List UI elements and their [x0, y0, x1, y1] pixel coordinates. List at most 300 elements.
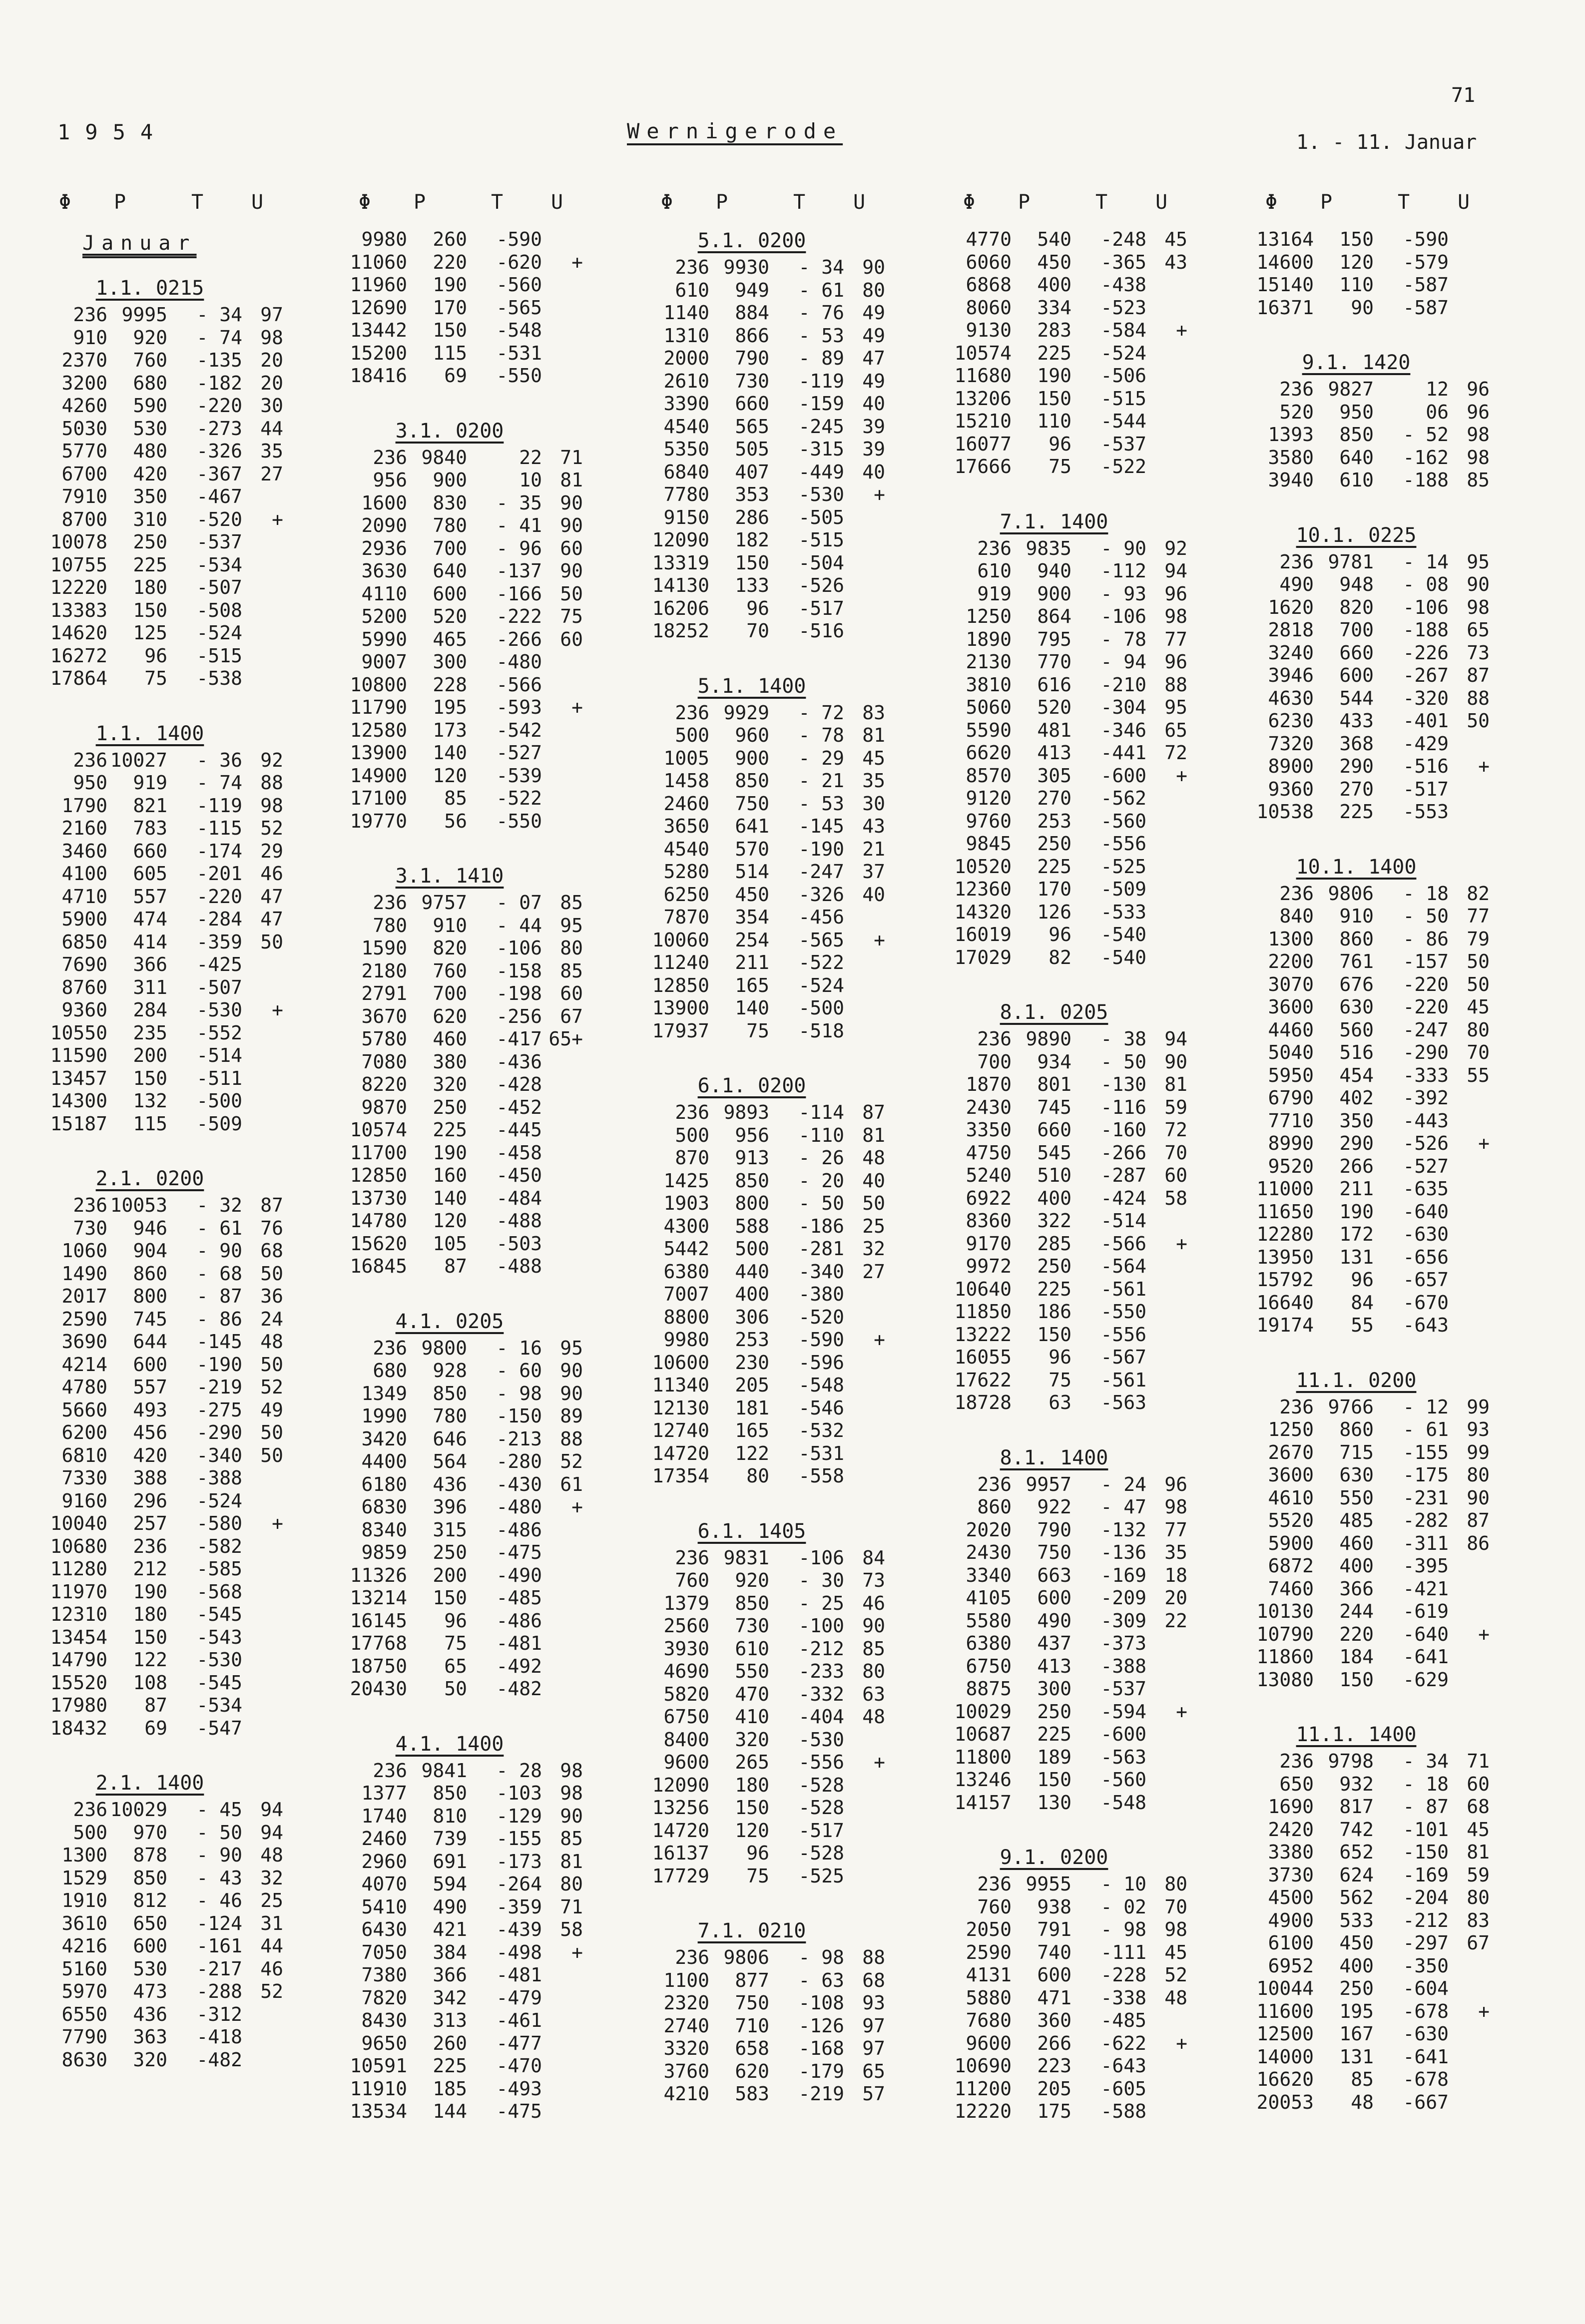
- cell-phi: 1300: [1268, 928, 1314, 950]
- cell-u: 80: [1467, 1018, 1490, 1041]
- cell-u: 58: [560, 1918, 583, 1940]
- cell-u: 50: [862, 1192, 885, 1214]
- cell-phi: 1377: [361, 1782, 407, 1804]
- cell-phi: 6380: [966, 1632, 1012, 1654]
- cell-phi: 236: [1279, 1750, 1314, 1772]
- cell-t: -173: [496, 1850, 542, 1872]
- table-row: [330, 1828, 609, 1851]
- table-row: [30, 1263, 310, 1286]
- cell-phi: 1590: [361, 937, 407, 959]
- cell-phi: 5900: [1268, 1532, 1314, 1554]
- table-row: [934, 1723, 1214, 1746]
- cell-p: 900: [735, 747, 769, 769]
- cell-t: -530: [196, 999, 242, 1021]
- col-head-u: U: [251, 191, 264, 214]
- cell-phi: 5280: [663, 861, 709, 883]
- cell-p: 205: [1037, 2077, 1071, 2100]
- sounding-section: [632, 1073, 912, 1488]
- cell-p: 150: [433, 319, 467, 341]
- cell-phi: 4300: [663, 1215, 709, 1237]
- cell-t: - 38: [1100, 1028, 1146, 1050]
- cell-t: -532: [798, 1419, 844, 1441]
- table-row: [30, 2049, 310, 2072]
- cell-p: 9831: [723, 1546, 769, 1569]
- cell-phi: 6868: [966, 274, 1012, 296]
- sounding-section: [632, 674, 912, 1043]
- cell-u: 31: [260, 1912, 283, 1934]
- table-row: [330, 1337, 609, 1360]
- cell-u: 94: [260, 1799, 283, 1821]
- cell-t: -543: [196, 1626, 242, 1648]
- cell-u: [542, 342, 587, 365]
- cell-p: 150: [1037, 1323, 1071, 1346]
- cell-t: -517: [1403, 778, 1449, 800]
- cell-p: 75: [144, 667, 167, 689]
- cell-u: 99: [1467, 1395, 1490, 1418]
- sections: [330, 228, 609, 2123]
- cell-u: 39: [862, 438, 885, 460]
- cell-p: 676: [1339, 973, 1374, 995]
- table-row: [1236, 928, 1516, 951]
- cell-u: 65: [1164, 719, 1187, 741]
- cell-u: 50: [260, 1421, 283, 1443]
- cell-p: 562: [1339, 1886, 1374, 1908]
- cell-phi: 10687: [954, 1723, 1012, 1745]
- cell-phi: 2130: [966, 651, 1012, 673]
- cell-phi: 1529: [61, 1866, 107, 1889]
- cell-p: 9766: [1328, 1395, 1374, 1418]
- cell-p: 588: [735, 1215, 769, 1237]
- cell-phi: 13246: [954, 1769, 1012, 1791]
- cell-phi: 6250: [663, 883, 709, 906]
- table-row: [330, 228, 609, 251]
- table-row: [632, 1170, 912, 1193]
- table-row: [30, 1581, 310, 1604]
- cell-t: -380: [798, 1283, 844, 1305]
- cell-p: 454: [1339, 1064, 1374, 1086]
- table-row: [632, 1283, 912, 1306]
- cell-phi: 2090: [361, 514, 407, 536]
- cell-u: [1449, 1178, 1494, 1201]
- cell-p: 594: [433, 1873, 467, 1895]
- cell-p: 55: [1351, 1314, 1374, 1336]
- cell-p: 82: [1049, 946, 1071, 968]
- cell-p: 150: [133, 599, 167, 621]
- cell-u: 30: [260, 395, 283, 417]
- table-row: [30, 1980, 310, 2003]
- cell-phi: 10550: [50, 1021, 107, 1044]
- cell-u: +: [1176, 1232, 1187, 1255]
- cell-phi: 16620: [1256, 2068, 1314, 2090]
- cell-u: 60: [560, 628, 583, 650]
- cell-t: -565: [496, 296, 542, 319]
- table-row: [632, 1683, 912, 1706]
- cell-u: [542, 2100, 587, 2123]
- cell-u: [1146, 456, 1191, 478]
- table-row: [30, 622, 310, 645]
- cell-phi: 10680: [50, 1535, 107, 1557]
- cell-t: - 90: [1100, 537, 1146, 559]
- cell-p: 436: [133, 2003, 167, 2025]
- cell-p: 211: [735, 951, 769, 973]
- cell-t: -124: [196, 1912, 242, 1934]
- table-row: [934, 1278, 1214, 1301]
- cell-phi: 9160: [61, 1489, 107, 1512]
- cell-p: 96: [444, 1609, 467, 1632]
- cell-phi: 7680: [966, 2009, 1012, 2031]
- cell-t: -514: [196, 1044, 242, 1066]
- header-location: Wernigerode: [627, 119, 843, 143]
- cell-t: -201: [196, 863, 242, 885]
- cell-u: [844, 1842, 889, 1865]
- cell-p: 285: [1037, 1232, 1071, 1255]
- cell-p: 471: [1037, 1986, 1071, 2009]
- cell-p: 850: [433, 1782, 467, 1804]
- cell-phi: 17029: [954, 946, 1012, 968]
- cell-phi: 16206: [652, 597, 709, 619]
- cell-u: 50: [260, 1353, 283, 1376]
- cell-p: 322: [1037, 1210, 1071, 1232]
- cell-t: -620: [496, 251, 542, 273]
- cell-t: -678: [1403, 2000, 1449, 2022]
- cell-t: -587: [1403, 296, 1449, 319]
- table-row: [632, 1124, 912, 1147]
- table-row: [330, 1496, 609, 1519]
- cell-p: 440: [735, 1260, 769, 1283]
- cell-t: -520: [196, 508, 242, 530]
- cell-p: 850: [433, 1382, 467, 1404]
- cell-p: 850: [735, 770, 769, 792]
- cell-u: [1449, 2046, 1494, 2069]
- cell-phi: 13319: [652, 551, 709, 574]
- cell-t: -458: [496, 1141, 542, 1164]
- col-head-t: T: [793, 191, 806, 214]
- table-row: [934, 901, 1214, 924]
- cell-phi: 3670: [361, 1005, 407, 1027]
- cell-p: 516: [1339, 1041, 1374, 1063]
- section-title: 10.1. 1400: [1296, 855, 1417, 879]
- cell-t: - 87: [196, 1285, 242, 1307]
- cell-t: -137: [496, 560, 542, 582]
- cell-t: - 18: [1403, 1773, 1449, 1795]
- cell-phi: 236: [675, 256, 709, 278]
- cell-u: [1449, 1292, 1494, 1315]
- table-row: [934, 924, 1214, 946]
- cell-u: 70: [1164, 1895, 1187, 1918]
- col-head-phi: Φ: [58, 191, 71, 214]
- table-row: [934, 274, 1214, 297]
- cell-phi: 6750: [966, 1655, 1012, 1677]
- cell-t: -145: [196, 1331, 242, 1353]
- cell-p: 742: [1339, 1818, 1374, 1841]
- cell-u: [1449, 1955, 1494, 1978]
- cell-phi: 12580: [350, 719, 407, 741]
- cell-p: 225: [1037, 855, 1071, 878]
- cell-t: -523: [1100, 296, 1146, 319]
- cell-p: 225: [1339, 801, 1374, 823]
- table-row: [1236, 1019, 1516, 1042]
- cell-t: -198: [496, 982, 542, 1004]
- cell-t: -217: [196, 1957, 242, 1980]
- section-title: 7.1. 1400: [1000, 510, 1108, 533]
- cell-phi: 610: [977, 560, 1012, 582]
- cell-u: [1146, 2009, 1191, 2032]
- section-title: 6.1. 0200: [697, 1074, 806, 1097]
- cell-u: [242, 1022, 287, 1045]
- cell-u: [242, 1694, 287, 1717]
- cell-phi: 4260: [61, 395, 107, 417]
- cell-t: 22: [519, 446, 542, 468]
- table-row: [632, 279, 912, 302]
- cell-p: 189: [1037, 1746, 1071, 1768]
- table-row: [1236, 1886, 1516, 1909]
- cell-u: +: [272, 1512, 283, 1534]
- cell-phi: 7790: [61, 2026, 107, 2048]
- cell-p: 450: [1037, 251, 1071, 273]
- cell-p: 750: [735, 1992, 769, 2014]
- table-row: [30, 931, 310, 954]
- cell-phi: 4070: [361, 1873, 407, 1895]
- cell-u: [1146, 1746, 1191, 1769]
- cell-u: 35: [1164, 1541, 1187, 1563]
- cell-p: 250: [133, 531, 167, 553]
- cell-p: 533: [1339, 1909, 1374, 1931]
- table-row: [632, 997, 912, 1020]
- table-row: [30, 886, 310, 909]
- table-row: [30, 976, 310, 999]
- cell-p: 821: [133, 794, 167, 817]
- sounding-section: [934, 1445, 1214, 1815]
- cell-t: -333: [1403, 1064, 1449, 1086]
- cell-t: -590: [798, 1329, 844, 1351]
- cell-t: -135: [196, 349, 242, 371]
- cell-p: 934: [1037, 1050, 1071, 1073]
- cell-p: 184: [1339, 1646, 1374, 1668]
- cell-t: - 87: [1403, 1796, 1449, 1818]
- table-row: [934, 1678, 1214, 1701]
- table-row: [1236, 1223, 1516, 1246]
- cell-phi: 3340: [966, 1564, 1012, 1586]
- cell-phi: 2050: [966, 1918, 1012, 1940]
- cell-p: 860: [1339, 928, 1374, 950]
- cell-p: 75: [746, 1864, 769, 1887]
- cell-p: 96: [1049, 924, 1071, 945]
- cell-p: 360: [1037, 2009, 1071, 2031]
- table-row: [632, 529, 912, 552]
- cell-u: [542, 365, 587, 388]
- cell-t: -562: [1100, 787, 1146, 809]
- cell-t: -526: [1403, 1132, 1449, 1154]
- cell-u: [242, 976, 287, 999]
- table-row: [30, 1512, 310, 1535]
- table-row: [30, 1490, 310, 1513]
- table-row: [632, 370, 912, 393]
- cell-p: 250: [1339, 1977, 1374, 1999]
- cell-t: -515: [798, 529, 844, 551]
- cell-phi: 11800: [954, 1746, 1012, 1768]
- cell-p: 254: [735, 929, 769, 951]
- cell-p: 320: [433, 1073, 467, 1095]
- cell-phi: 1740: [361, 1805, 407, 1827]
- cell-p: 9781: [1328, 550, 1374, 573]
- cell-p: 80: [746, 1465, 769, 1487]
- cell-u: [1449, 1977, 1494, 2000]
- cell-phi: 236: [675, 701, 709, 724]
- table-row: [632, 1842, 912, 1865]
- cell-phi: 8900: [1268, 755, 1314, 777]
- table-row: [934, 1655, 1214, 1678]
- cell-u: [1146, 1255, 1191, 1278]
- cell-p: 514: [735, 861, 769, 883]
- cell-u: [242, 1626, 287, 1649]
- sounding-section: [330, 1732, 609, 2123]
- cell-u: [242, 554, 287, 577]
- cell-t: -210: [1100, 673, 1146, 696]
- cell-t: -145: [798, 815, 844, 837]
- cell-phi: 3760: [663, 2060, 709, 2082]
- table-row: [330, 560, 609, 583]
- cell-u: [844, 552, 889, 575]
- cell-t: -556: [798, 1751, 844, 1773]
- cell-t: -522: [496, 787, 542, 809]
- cell-u: 40: [862, 461, 885, 483]
- cell-t: -401: [1403, 710, 1449, 732]
- cell-phi: 760: [977, 1895, 1012, 1918]
- cell-p: 172: [1339, 1223, 1374, 1245]
- cell-p: 600: [133, 1935, 167, 1957]
- cell-u: 77: [1164, 1518, 1187, 1541]
- cell-phi: 13457: [50, 1067, 107, 1089]
- cell-p: 800: [735, 1192, 769, 1214]
- cell-p: 10029: [110, 1799, 167, 1821]
- table-row: [330, 1678, 609, 1701]
- table-row: [632, 1352, 912, 1375]
- cell-p: 436: [433, 1473, 467, 1495]
- cell-t: -312: [196, 2003, 242, 2025]
- table-row: [1236, 1646, 1516, 1669]
- cell-u: 90: [560, 560, 583, 582]
- cell-phi: 610: [675, 279, 709, 301]
- cell-phi: 13900: [652, 997, 709, 1019]
- cell-p: 266: [1037, 2032, 1071, 2054]
- table-row: [1236, 1292, 1516, 1315]
- cell-phi: 15140: [1256, 274, 1314, 296]
- cell-u: 98: [560, 1782, 583, 1804]
- cell-phi: 6750: [663, 1706, 709, 1728]
- table-row: [1236, 1841, 1516, 1864]
- cell-p: 410: [735, 1706, 769, 1728]
- cell-u: 73: [862, 1569, 885, 1591]
- cell-u: 20: [260, 372, 283, 394]
- cell-t: -421: [1403, 1577, 1449, 1600]
- cell-t: -188: [1403, 619, 1449, 641]
- cell-p: 946: [133, 1217, 167, 1239]
- table-row: [632, 1946, 912, 1969]
- cell-p: 900: [433, 469, 467, 491]
- cell-u: [1146, 1392, 1191, 1414]
- table-row: [934, 674, 1214, 697]
- cell-u: [242, 667, 287, 690]
- cell-p: 505: [735, 438, 769, 460]
- cell-phi: 14780: [350, 1210, 407, 1232]
- cell-t: -204: [1403, 1886, 1449, 1908]
- table-row: [934, 1746, 1214, 1769]
- cell-p: 9930: [723, 256, 769, 278]
- sections: [30, 276, 310, 2071]
- cell-u: 45: [1164, 228, 1187, 250]
- cell-phi: 17354: [652, 1465, 709, 1487]
- sounding-section: [30, 721, 310, 1136]
- table-row: [934, 1369, 1214, 1392]
- cell-t: -404: [798, 1706, 844, 1728]
- cell-phi: 11650: [1256, 1200, 1314, 1223]
- cell-u: [844, 997, 889, 1020]
- table-row: [632, 1192, 912, 1215]
- table-row: [934, 2032, 1214, 2055]
- section-title: 7.1. 0210: [697, 1919, 806, 1942]
- section-title: 6.1. 1405: [697, 1519, 806, 1543]
- cell-p: 605: [133, 863, 167, 885]
- cell-phi: 236: [1279, 882, 1314, 905]
- cell-phi: 1490: [61, 1262, 107, 1285]
- cell-p: 730: [735, 1615, 769, 1637]
- cell-t: - 90: [196, 1844, 242, 1866]
- cell-phi: 7080: [361, 1050, 407, 1073]
- cell-t: - 60: [496, 1360, 542, 1382]
- cell-p: 300: [1037, 1678, 1071, 1700]
- cell-p: 165: [735, 974, 769, 996]
- table-row: [934, 1610, 1214, 1633]
- table-row: [934, 856, 1214, 879]
- cell-t: -548: [1100, 1791, 1146, 1814]
- cell-p: 384: [433, 1941, 467, 1963]
- cell-u: 46: [260, 1957, 283, 1980]
- cell-p: 195: [1339, 2000, 1374, 2022]
- cell-t: - 34: [196, 304, 242, 326]
- cell-t: -506: [1100, 365, 1146, 387]
- cell-p: 225: [1037, 342, 1071, 364]
- cell-p: 658: [735, 2037, 769, 2059]
- cell-t: -656: [1403, 1246, 1449, 1268]
- cell-phi: 3650: [663, 815, 709, 837]
- cell-t: -162: [1403, 446, 1449, 468]
- cell-phi: 11060: [350, 251, 407, 273]
- table-row: [1236, 664, 1516, 687]
- cell-phi: 1060: [61, 1240, 107, 1262]
- cell-phi: 1100: [663, 1969, 709, 1991]
- cell-p: 400: [1339, 1954, 1374, 1977]
- table-row: [30, 1467, 310, 1490]
- cell-t: -467: [196, 485, 242, 507]
- cell-p: 9995: [121, 304, 167, 326]
- cell-u: 98: [1164, 1918, 1187, 1940]
- cell-t: -158: [496, 959, 542, 982]
- table-row: [330, 1428, 609, 1451]
- cell-p: 402: [1339, 1087, 1374, 1109]
- cell-p: 10027: [110, 749, 167, 771]
- cell-t: -150: [1403, 1841, 1449, 1863]
- cell-p: 660: [1339, 641, 1374, 664]
- cell-t: -155: [496, 1828, 542, 1850]
- cell-t: -290: [1403, 1041, 1449, 1063]
- cell-phi: 8700: [61, 508, 107, 530]
- table-row: [934, 1187, 1214, 1210]
- cell-p: 760: [133, 349, 167, 371]
- table-row: [1236, 2091, 1516, 2114]
- cell-p: 770: [1037, 651, 1071, 673]
- table-row: [632, 461, 912, 484]
- cell-u: [242, 1558, 287, 1581]
